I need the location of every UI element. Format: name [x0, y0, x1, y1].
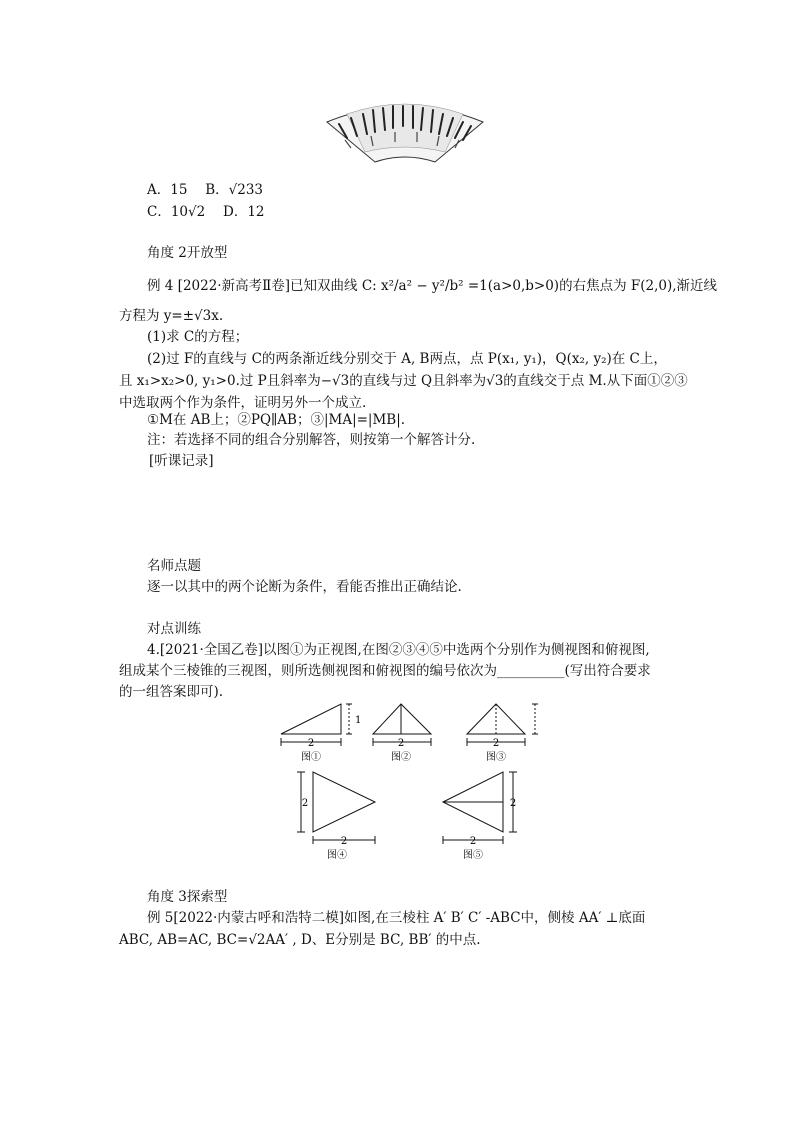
figure-5-height-label: 2	[509, 798, 517, 809]
example4-line1: 例 4 [2022·新高考Ⅱ卷]已知双曲线 C: x²/a² − y²/b² =1(a>0,b>0)的右焦点为 F(2,0),渐近线	[147, 278, 718, 294]
figure-5	[443, 772, 517, 844]
example4-part2-line1: (2)过 F的直线与 C的两条渐近线分别交于 A, B两点，点 P(x₁, y₁)，Q(x₂, y₂)在 C上，	[147, 351, 667, 367]
figure-3-width-label: 2	[492, 738, 500, 749]
teacher-tip-text: 逐一以其中的两个论断为条件，看能否推出正确结论.	[147, 579, 462, 595]
example5-line1: 例 5[2022·内蒙古呼和浩特二模]如图,在三棱柱 A′ B′ C′ -ABC中，侧棱 AA′ ⊥底面	[147, 910, 646, 926]
section-title-practice: 对点训练	[147, 621, 201, 637]
example4-conditions: ①M在 AB上；②PQ∥AB；③|MA|=|MB|.	[147, 412, 406, 428]
figure-4-width-label: 2	[340, 836, 348, 847]
listen-record-label: [听课记录]	[149, 453, 214, 469]
figure-1-height-label: 1	[355, 715, 362, 726]
choice-line-cd: C．10√2 D．12	[147, 204, 265, 220]
figure-1	[281, 704, 352, 746]
section-title-teacher: 名师点题	[147, 558, 201, 574]
figure-3	[467, 704, 538, 746]
practice-line3: 的一组答案即可).	[119, 684, 224, 700]
choice-line-ab: A．15 B．√233	[147, 182, 264, 198]
figure-1-caption: 图①	[301, 752, 321, 763]
figure-1-width-label: 2	[307, 738, 315, 749]
practice-line1: 4.[2021·全国乙卷]以图①为正视图,在图②③④⑤中选两个分别作为侧视图和俯视图,	[147, 642, 650, 658]
section-title-angle2: 角度 2开放型	[147, 245, 228, 261]
example4-note: 注：若选择不同的组合分别解答，则按第一个解答计分.	[147, 432, 476, 448]
figure-5-caption: 图⑤	[463, 850, 483, 861]
figure-2-width-label: 2	[397, 738, 405, 749]
figure-2-caption: 图②	[391, 752, 411, 763]
example4-part1: (1)求 C的方程；	[147, 329, 249, 345]
example4-part2-line3: 中选取两个作为条件，证明另外一个成立.	[119, 395, 367, 411]
example4-line2: 方程为 y=±√3x.	[119, 308, 224, 324]
example4-part2-line2: 且 x₁>x₂>0, y₁>0.过 P且斜率为−√3的直线与过 Q且斜率为√3的直线交于点 M.从下面①②③	[119, 373, 688, 389]
practice-line2: 组成某个三棱锥的三视图，则所选侧视图和俯视图的编号依次为__________(写出符合要求	[119, 663, 651, 679]
figure-4-caption: 图④	[327, 850, 347, 861]
example5-line2: ABC, AB=AC, BC=√2AA′ , D、E分别是 BC, BB′ 的中点.	[119, 932, 481, 948]
three-view-figures	[275, 698, 545, 868]
calligraphy-fan-image	[325, 96, 485, 164]
figure-3-caption: 图③	[486, 752, 506, 763]
figure-4-height-label: 2	[301, 798, 309, 809]
figure-5-width-label: 2	[469, 836, 477, 847]
section-title-angle3: 角度 3探索型	[147, 889, 228, 905]
figure-4	[297, 772, 375, 844]
